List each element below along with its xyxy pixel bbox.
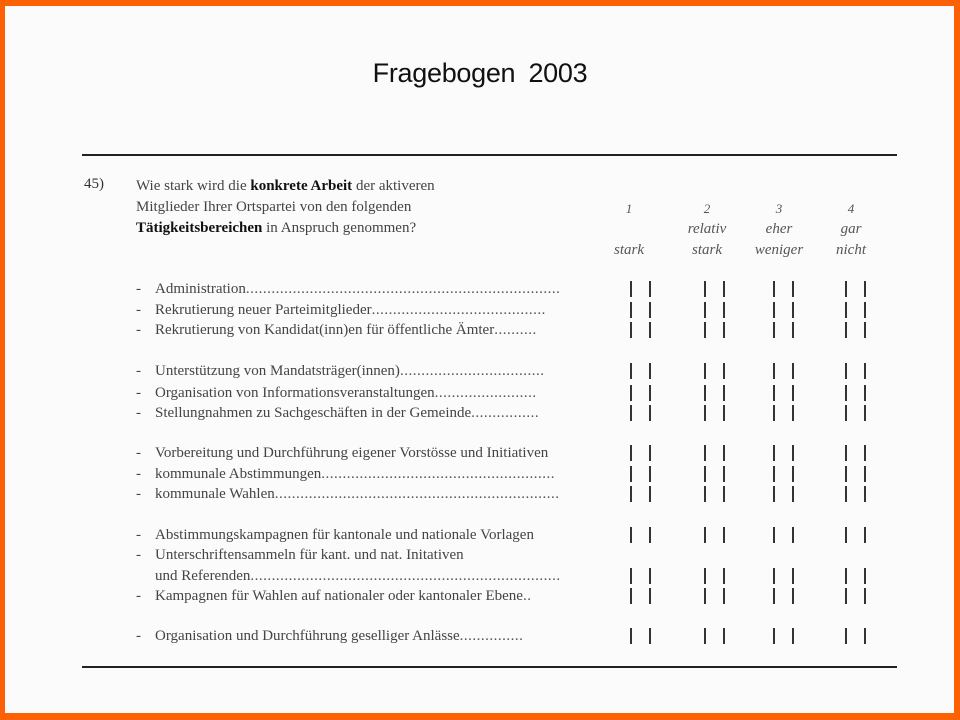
answer-checkbox-2[interactable] bbox=[704, 588, 725, 604]
item-dash: - bbox=[136, 385, 141, 401]
answer-checkbox-4[interactable] bbox=[845, 486, 866, 502]
item-leader-dots: ........................ bbox=[434, 385, 537, 401]
item-leader-dots: ......................................................................... bbox=[250, 568, 561, 584]
item-dash: - bbox=[136, 527, 141, 543]
question-line-3-post: in Anspruch genommen? bbox=[262, 220, 417, 236]
answer-checkbox-4[interactable] bbox=[845, 385, 866, 401]
item-leader-dots: .. bbox=[522, 588, 532, 604]
item-row bbox=[136, 545, 464, 565]
answer-checkbox-3[interactable] bbox=[773, 322, 794, 338]
item-dash: - bbox=[136, 547, 141, 563]
scale-header-2 bbox=[672, 198, 742, 261]
scale-label-line1 bbox=[594, 219, 664, 240]
answer-checkbox-1[interactable] bbox=[630, 588, 651, 604]
answer-checkbox-4[interactable] bbox=[845, 363, 866, 379]
item-dash: - bbox=[136, 281, 141, 297]
answer-checkbox-3[interactable] bbox=[773, 405, 794, 421]
answer-checkbox-4[interactable] bbox=[845, 628, 866, 644]
scale-label-line1: gar bbox=[840, 221, 862, 237]
item-row bbox=[136, 361, 544, 381]
answer-checkbox-4[interactable] bbox=[845, 527, 866, 543]
answer-checkbox-2[interactable] bbox=[704, 466, 725, 482]
item-dash: - bbox=[136, 628, 141, 644]
item-row bbox=[136, 320, 537, 340]
item-row bbox=[136, 403, 539, 423]
item-dash: - bbox=[136, 322, 141, 338]
answer-checkbox-2[interactable] bbox=[704, 385, 725, 401]
item-dash: - bbox=[136, 363, 141, 379]
answer-checkbox-4[interactable] bbox=[845, 466, 866, 482]
item-dash: - bbox=[136, 466, 141, 482]
answer-checkbox-4[interactable] bbox=[845, 568, 866, 584]
answer-checkbox-3[interactable] bbox=[773, 527, 794, 543]
item-label: Organisation und Durchführung geselliger Anlässe bbox=[155, 628, 460, 644]
item-label: und Referenden bbox=[155, 568, 251, 584]
item-label: Kampagnen für Wahlen auf nationaler oder kantonaler Ebene bbox=[155, 588, 523, 604]
question-line-1 bbox=[136, 176, 435, 197]
item-label: Administration bbox=[155, 281, 246, 297]
scale-number: 4 bbox=[847, 201, 855, 216]
question-line-1-bold: konkrete Arbeit bbox=[250, 178, 353, 194]
answer-checkbox-1[interactable] bbox=[630, 405, 651, 421]
question-line-3-bold: Tätigkeitsbereichen bbox=[136, 220, 263, 236]
item-row bbox=[136, 279, 560, 299]
slide bbox=[5, 6, 954, 713]
item-leader-dots: ................................................................... bbox=[274, 486, 560, 502]
item-label: Stellungnahmen zu Sachgeschäften in der Gemeinde bbox=[155, 405, 472, 421]
answer-checkbox-4[interactable] bbox=[845, 588, 866, 604]
item-row bbox=[136, 525, 534, 545]
item-leader-dots: ............... bbox=[459, 628, 524, 644]
answer-checkbox-3[interactable] bbox=[773, 588, 794, 604]
item-label: kommunale Abstimmungen bbox=[155, 466, 322, 482]
answer-checkbox-3[interactable] bbox=[773, 445, 794, 461]
scale-label-line2: nicht bbox=[836, 242, 866, 258]
item-label: Abstimmungskampagnen für kantonale und nationale Vorlagen bbox=[155, 527, 534, 543]
answer-checkbox-4[interactable] bbox=[845, 302, 866, 318]
item-dash: - bbox=[136, 405, 141, 421]
answer-checkbox-1[interactable] bbox=[630, 445, 651, 461]
item-label: kommunale Wahlen bbox=[155, 486, 275, 502]
answer-checkbox-3[interactable] bbox=[773, 568, 794, 584]
bottom-rule bbox=[82, 666, 897, 668]
answer-checkbox-1[interactable] bbox=[630, 385, 651, 401]
item-dash: - bbox=[136, 588, 141, 604]
answer-checkbox-1[interactable] bbox=[630, 527, 651, 543]
answer-checkbox-3[interactable] bbox=[773, 385, 794, 401]
item-leader-dots: .................................. bbox=[399, 363, 545, 379]
item-label: Unterstützung von Mandatsträger(innen) bbox=[155, 363, 400, 379]
item-leader-dots: .......................................................................... bbox=[245, 281, 561, 297]
item-label: Rekrutierung neuer Parteimitglieder bbox=[155, 302, 372, 318]
item-leader-dots: ....................................................... bbox=[321, 466, 555, 482]
answer-checkbox-1[interactable] bbox=[630, 363, 651, 379]
question-number: 45) bbox=[84, 176, 104, 192]
item-row bbox=[136, 484, 560, 504]
answer-checkbox-3[interactable] bbox=[773, 363, 794, 379]
item-label: Rekrutierung von Kandidat(inn)en für öffentliche Ämter bbox=[155, 322, 495, 338]
question-text bbox=[136, 176, 435, 239]
item-leader-dots: ......................................... bbox=[371, 302, 546, 318]
top-rule bbox=[82, 154, 897, 156]
answer-checkbox-4[interactable] bbox=[845, 281, 866, 297]
answer-checkbox-2[interactable] bbox=[704, 405, 725, 421]
item-row bbox=[136, 464, 555, 484]
item-row bbox=[136, 443, 548, 463]
answer-checkbox-4[interactable] bbox=[845, 322, 866, 338]
answer-checkbox-2[interactable] bbox=[704, 568, 725, 584]
item-leader-dots: ................ bbox=[471, 405, 540, 421]
scale-number: 3 bbox=[775, 201, 783, 216]
answer-checkbox-2[interactable] bbox=[704, 486, 725, 502]
answer-checkbox-1[interactable] bbox=[630, 466, 651, 482]
scale-label-line2: stark bbox=[614, 242, 644, 258]
item-label: Vorbereitung und Durchführung eigener Vorstösse und Initiativen bbox=[155, 445, 549, 461]
scale-label-line1: eher bbox=[765, 221, 793, 237]
item-label: Unterschriftensammeln für kant. und nat. Initativen bbox=[155, 547, 464, 563]
item-row bbox=[136, 566, 561, 586]
scale-header-1 bbox=[594, 198, 664, 261]
item-leader-dots: .......... bbox=[494, 322, 537, 338]
scale-header-3 bbox=[744, 198, 814, 261]
answer-checkbox-3[interactable] bbox=[773, 466, 794, 482]
item-dash: - bbox=[136, 302, 141, 318]
question-line-1-post: der aktiveren bbox=[352, 178, 435, 194]
item-label: Organisation von Informationsveranstaltungen bbox=[155, 385, 435, 401]
answer-checkbox-1[interactable] bbox=[630, 302, 651, 318]
scale-label-line1: relativ bbox=[687, 221, 727, 237]
answer-checkbox-2[interactable] bbox=[704, 322, 725, 338]
answer-checkbox-4[interactable] bbox=[845, 405, 866, 421]
answer-checkbox-1[interactable] bbox=[630, 568, 651, 584]
item-row bbox=[136, 300, 546, 320]
answer-checkbox-3[interactable] bbox=[773, 486, 794, 502]
answer-checkbox-1[interactable] bbox=[630, 486, 651, 502]
scale-label-line2: stark bbox=[692, 242, 722, 258]
scale-number: 1 bbox=[625, 201, 633, 216]
question-line-3 bbox=[136, 218, 435, 239]
item-row bbox=[136, 586, 531, 606]
answer-checkbox-1[interactable] bbox=[630, 628, 651, 644]
answer-checkbox-2[interactable] bbox=[704, 281, 725, 297]
question-line-1-pre: Wie stark wird die bbox=[136, 178, 251, 194]
answer-checkbox-1[interactable] bbox=[630, 281, 651, 297]
answer-checkbox-2[interactable] bbox=[704, 363, 725, 379]
item-dash: - bbox=[136, 486, 141, 502]
item-dash: - bbox=[136, 445, 141, 461]
scale-number: 2 bbox=[703, 201, 711, 216]
item-row bbox=[136, 383, 537, 403]
item-row bbox=[136, 626, 523, 646]
slide-title: Fragebogen 2003 bbox=[372, 58, 588, 88]
answer-checkbox-3[interactable] bbox=[773, 302, 794, 318]
scale-label-line2: weniger bbox=[754, 242, 804, 258]
answer-checkbox-3[interactable] bbox=[773, 281, 794, 297]
answer-checkbox-2[interactable] bbox=[704, 302, 725, 318]
answer-checkbox-1[interactable] bbox=[630, 322, 651, 338]
answer-checkbox-4[interactable] bbox=[845, 445, 866, 461]
answer-checkbox-2[interactable] bbox=[704, 445, 725, 461]
scale-header-4 bbox=[816, 198, 886, 261]
answer-checkbox-3[interactable] bbox=[773, 628, 794, 644]
answer-checkbox-2[interactable] bbox=[704, 527, 725, 543]
question-line-2: Mitglieder Ihrer Ortspartei von den folgenden bbox=[136, 199, 412, 215]
answer-checkbox-2[interactable] bbox=[704, 628, 725, 644]
